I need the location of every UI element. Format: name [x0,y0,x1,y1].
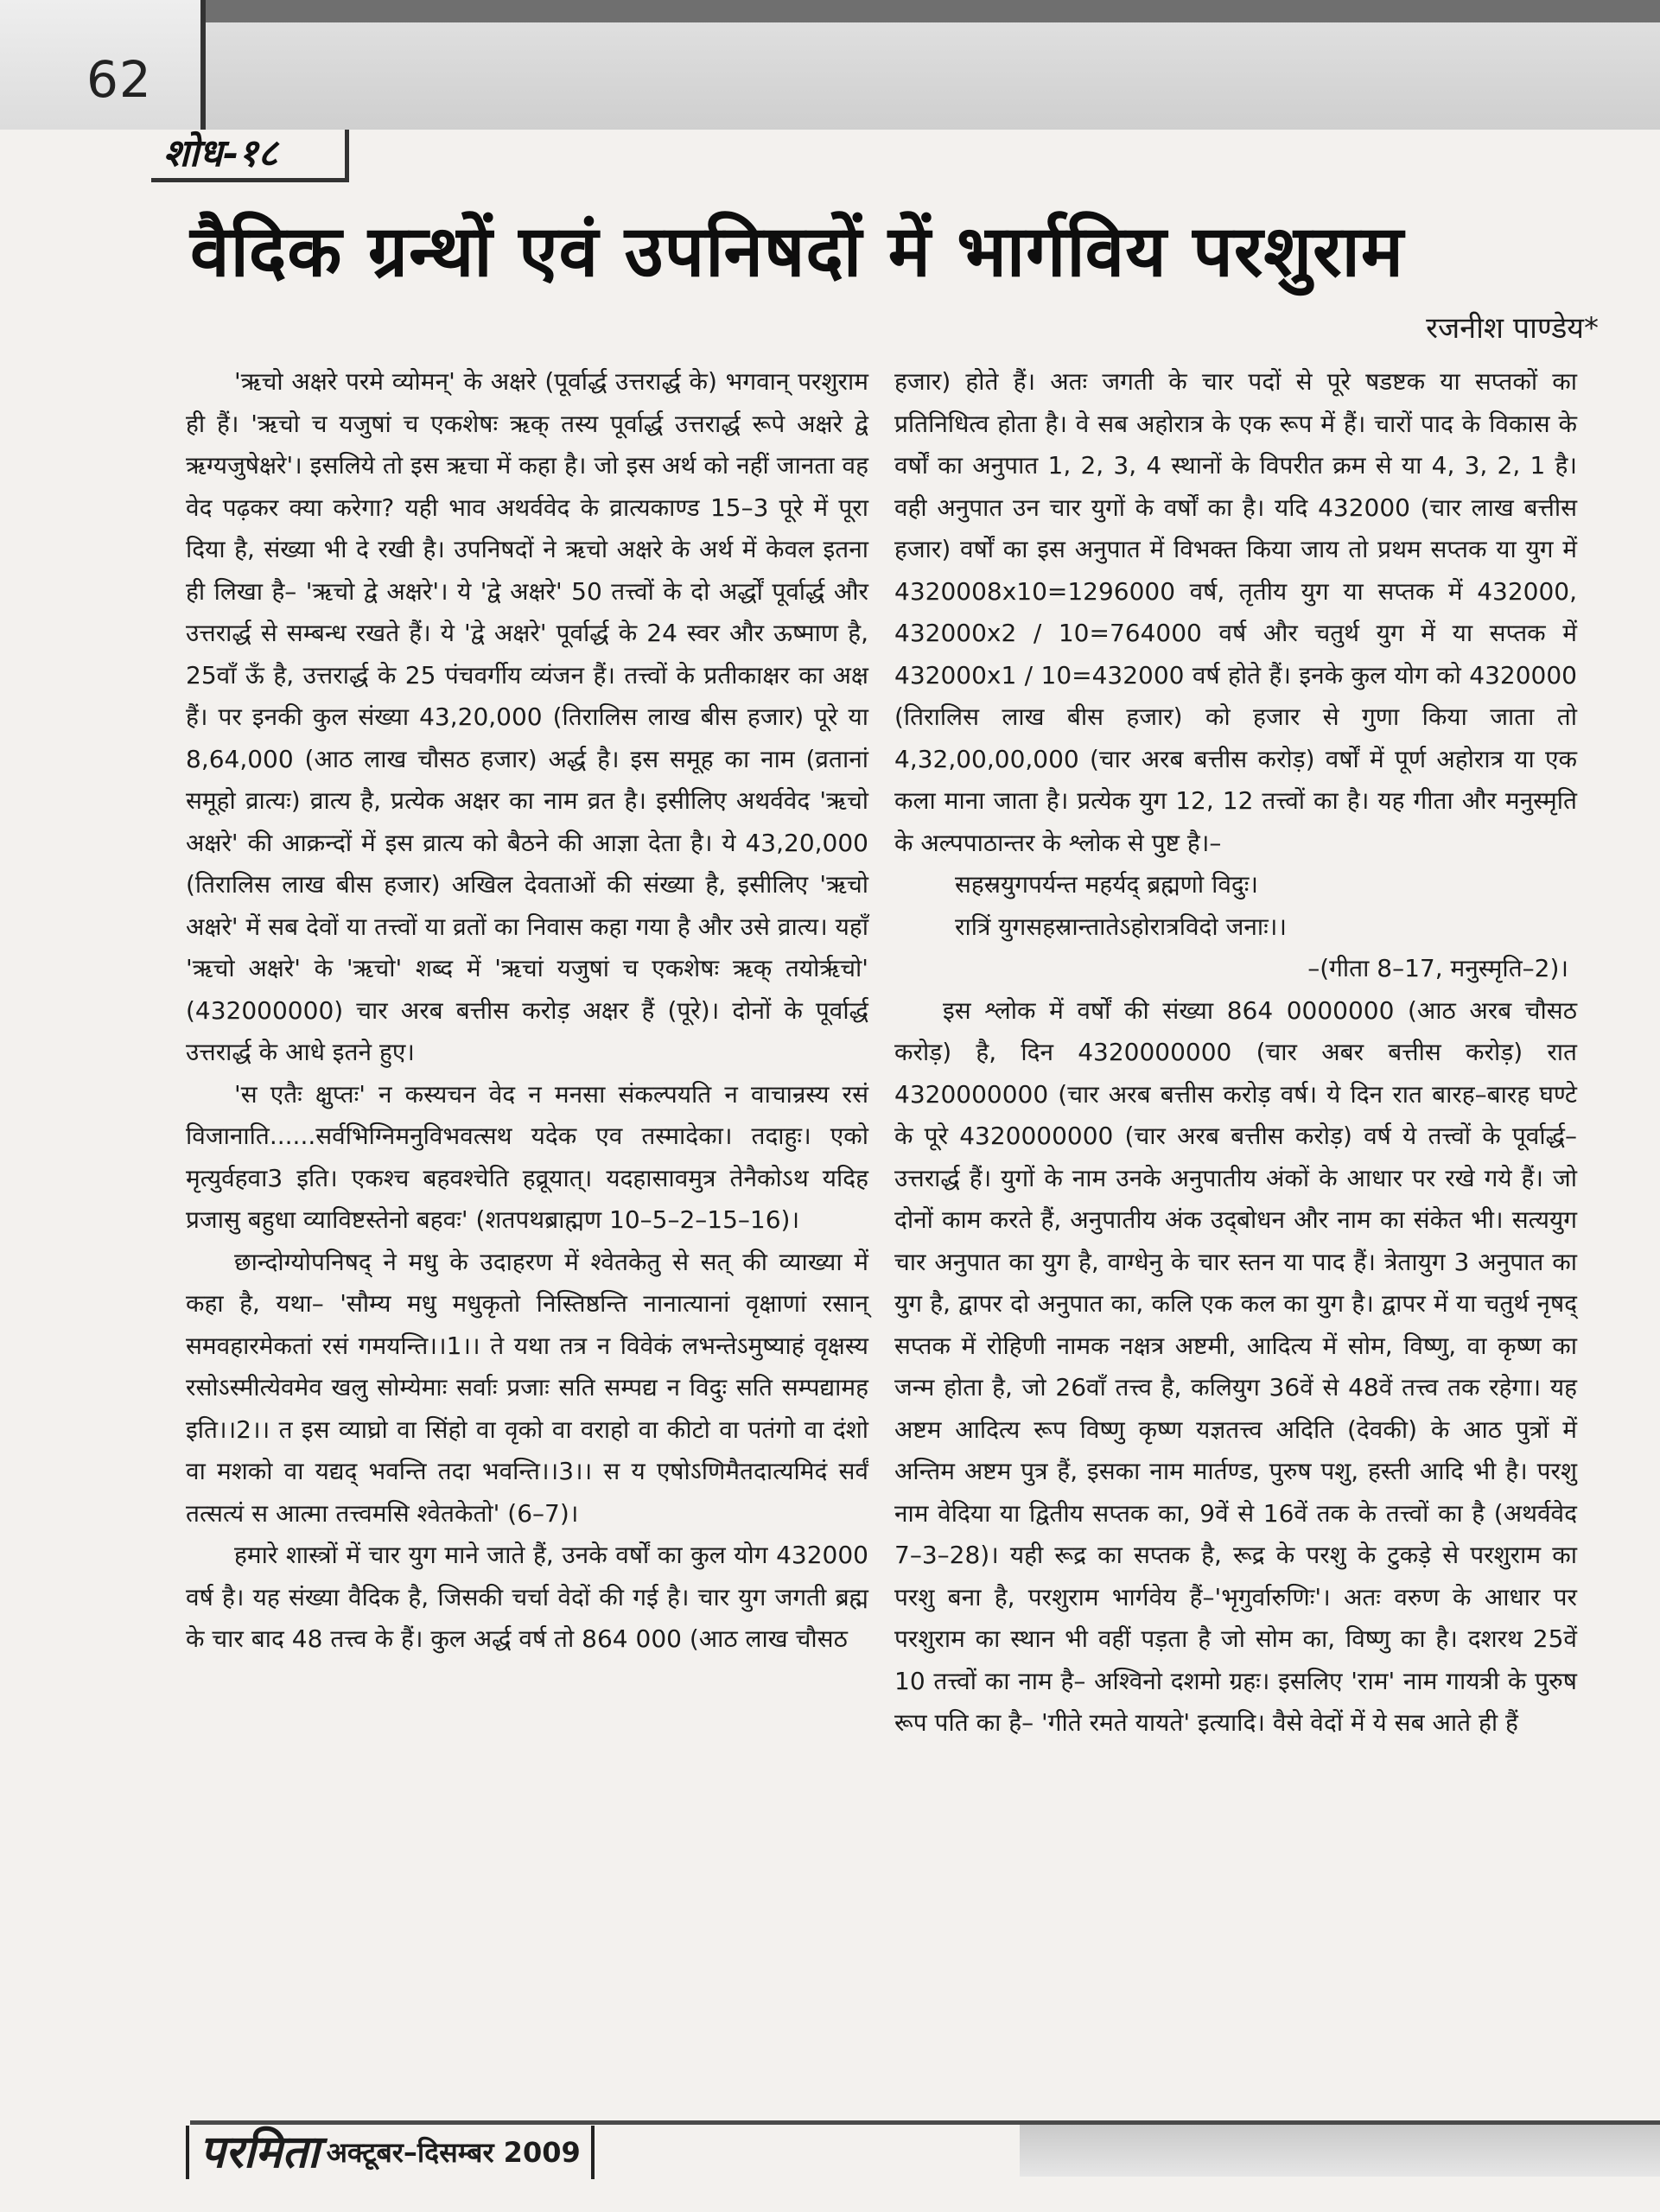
verse-line: सहस्रयुगपर्यन्त महर्यद् ब्रह्मणो विदुः। [955,870,1259,899]
paragraph: 'ऋचो अक्षरे परमे व्योमन्' के अक्षरे (पूर्वार्द्ध उत्तरार्द्ध के) भगवान् परशुराम ही हैं। 'ऋचो च यजुषां च एकशेषः ऋक् तस्य पूर्वार्द्ध उत्तरार्द्ध रूपे अक्षरे द्वे ऋग्यजुषेक्षरे'। इसलिये तो इस ऋचा में कहा है। जो इस अर्थ को नहीं जानता वह वेद पढ़कर क्या करेगा? यही भाव अथर्ववेद के व्रात्यकाण्ड 15–3 पूरे में पूरा दिया है, संख्या भी दे रखी है। उपनिषदों ने ऋचो अक्षरे के अर्थ में केवल इतना ही लिखा है– 'ऋचो द्वे अक्षरे'। ये 'द्वे अक्षरे' 50 तत्त्वों के दो अर्द्धों पूर्वार्द्ध और उत्तरार्द्ध से सम्बन्ध रखते हैं। ये 'द्वे अक्षरे' पूर्वार्द्ध के 24 स्वर और ऊष्माण है, 25वाँ ऊँ है, उत्तरार्द्ध के 25 पंचवर्गीय व्यंजन हैं। तत्त्वों के प्रतीकाक्षर का अक्ष हैं। पर इनकी कुल संख्या 43,20,000 (तिरालिस लाख बीस हजार) पूरे या 8,64,000 (आठ लाख चौसठ हजार) अर्द्ध है। इस समूह का नाम (व्रतानां समूहो व्रात्यः) व्रात्य है, प्रत्येक अक्षर का नाम व्रत है। इसीलिए अथर्ववेद 'ऋचो अक्षरे' की आक्रन्दों में इस व्रात्य को बैठने की आज्ञा देता है। ये 43,20,000 (तिरालिस लाख बीस हजार) अखिल देवताओं की संख्या है, इसीलिए 'ऋचो अक्षरे' में सब देवों या तत्त्वों या व्रतों का निवास कहा गया है और उसे व्रात्य। यहाँ 'ऋचो अक्षरे' के 'ऋचो' शब्द में 'ऋचां यजुषां च एकशेषः ऋक् तयोर्ऋचो' (432000000) चार अरब बत्तीस करोड़ अक्षर हैं (पूरे)। दोनों के पूर्वार्द्ध उत्तरार्द्ध के आधे इतने हुए। [186,367,868,1066]
magazine-name: परमिता [200,2126,320,2178]
verse-citation: –(गीता 8–17, मनुस्मृति–2)। [1307,954,1568,982]
page-number: 62 [86,50,152,109]
header-bar [0,0,1660,130]
paragraph: हजार) होते हैं। अतः जगती के चार पदों से पूरे षडष्टक या सप्तकों का प्रतिनिधित्व होता है। वे सब अहोरात्र के एक रूप में हैं। चारों पाद के विकास के वर्षों का अनुपात 1, 2, 3, 4 स्थानों के विपरीत क्रम से या 4, 3, 2, 1 है। वही अनुपात उन चार युगों के वर्षों का है। यदि 432000 (चार लाख बत्तीस हजार) वर्षों का इस अनुपात में विभक्त किया जाय तो प्रथम सप्तक या युग में 4320008x10=1296000 वर्ष, तृतीय युग या सप्तक में 432000, 432000x2 / 10=764000 वर्ष और चतुर्थ युग में या सप्तक में 432000x1 / 10=432000 वर्ष होते हैं। इनके कुल योग को 4320000 (तिरालिस लाख बीस हजार) को हजार से गुणा किया जाता तो 4,32,00,00,000 (चार अरब बत्तीस करोड़) वर्षों में पूर्ण अहोरात्र या एक कला माना जाता है। प्रत्येक युग 12, 12 तत्त्वों का है। यह गीता और मनुस्मृति के अल्पपाठान्तर के श्लोक से पुष्ट है।– [894,367,1577,857]
paragraph: छान्दोग्योपनिषद् ने मधु के उदाहरण में श्वेतकेतु से सत् की व्याख्या में कहा है, यथा– 'सौम्य मधु मधुकृतो निस्तिष्ठन्ति नानात्यानां वृक्षाणां रसान् समवहारमेकतां रसं गमयन्ति।।1।। ते यथा तत्र न विवेकं लभन्तेऽमुष्याहं वृक्षस्य रसोऽस्मीत्येवमेव खलु सोम्येमाः सर्वाः प्रजाः सति सम्पद्य न विदुः सति सम्पद्यामह इति।।2।। त इस व्याघ्रो वा सिंहो वा वृको वा वराहो वा कीटो वा पतंगो वा दंशो वा मशको वा यद्यद् भवन्ति तदा भवन्ति।।3।। स य एषोऽणिमैतदात्यमिदं सर्वं तत्सत्यं स आत्मा तत्त्वमसि श्वेतकेतो' (6–7)। [186,1247,868,1528]
verse-line: रात्रिं युगसहस्रान्तातेऽहोरात्रविदो जनाः।। [955,912,1288,941]
header-strip [199,0,1660,22]
section-tag: शोध-१८ [151,130,349,182]
magazine-issue: अक्टूबर–दिसम्बर 2009 [326,2136,581,2169]
paragraph: 'स एतैः क्षुप्तः' न कस्यचन वेद न मनसा संकल्पयति न वाचान्रस्य रसं विजानाति......सर्वभिग्निमनुविभवत्सथ यदेक एव तस्मादेका। तदाहुः। एको मृत्युर्वहवा3 इति। एकश्च बहवश्चेति हव्रूयात्। यदहासावमुत्र तेनैकोऽथ यदिह प्रजासु बहुधा व्याविष्टस्तेनो बहवः' (शतपथब्राह्मण 10–5–2–15–16)। [186,1079,868,1234]
paragraph: हमारे शास्त्रों में चार युग माने जाते हैं, उनके वर्षों का कुल योग 432000 वर्ष है। यह संख्या वैदिक है, जिसकी चर्चा वेदों की गई है। चार युग जगती ब्रह्म के चार बाद 48 तत्त्व के हैं। कुल अर्द्ध वर्ष तो 864 000 (आठ लाख चौसठ [186,1541,868,1653]
paragraph: इस श्लोक में वर्षों की संख्या 864 0000000 (आठ अरब चौसठ करोड़) है, दिन 4320000000 (चार अबर बत्तीस करोड़) रात 4320000000 (चार अरब बत्तीस करोड़ वर्ष। ये दिन रात बारह–बारह घण्टे के पूरे 4320000000 (चार अरब बत्तीस करोड़) वर्ष ये तत्त्वों के पूर्वार्द्ध–उत्तरार्द्ध हैं। युगों के नाम उनके अनुपातीय अंकों के आधार पर रखे गये हैं। जो दोनों काम करते हैं, अनुपातीय अंक उद्‌बोधन और नाम का संकेत भी। सत्ययुग चार अनुपात का युग है, वाग्धेनु के चार स्तन या पाद हैं। त्रेतायुग 3 अनुपात का युग है, द्वापर दो अनुपात का, कलि एक कल का युग है। द्वापर में या चतुर्थ नृषद् सप्तक में रोहिणी नामक नक्षत्र अष्टमी, आदित्य में सोम, विष्णु, वा कृष्ण का जन्म होता है, जो 26वाँ तत्त्व है, कलियुग 36वें से 48वें तत्त्व तक रहेगा। यह अष्टम आदित्य रूप विष्णु कृष्ण यज्ञतत्त्व अदिति (देवकी) के आठ पुत्रों में अन्तिम अष्टम पुत्र हैं, इसका नाम मार्तण्ड, पुरुष पशु, हस्ती आदि भी है। परशु नाम वेदिया या द्वितीय सप्तक का, 9वें से 16वें तक के तत्त्वों का है (अथर्ववेद 7–3–28)। यही रूद्र का सप्तक है, रूद्र के परशु के टुकड़े से परशुराम का परशु बना है, परशुराम भार्गवेय हैं–'भृगुर्वारुणिः'। अतः वरुण के आधार पर परशुराम का स्थान भी वहीं पड़ता है जो सोम का, विष्णु का है। दशरथ 25वें 10 तत्त्वों का नाम है– अश्विनो दशमो ग्रहः। इसलिए 'राम' नाम गायत्री के पुरुष रूप पति का है– 'गीते रमते यायते' इत्यादि। वैसे वेदों में ये सब आते ही हैं [894,995,1577,1737]
left-column [186,361,868,1661]
footer-shade [1020,2125,1660,2177]
right-column [894,361,1577,1745]
article-author: रजनीश पाण्डेय* [1426,311,1599,346]
page-number-box [0,0,206,130]
footer-magazine [186,2126,595,2179]
article-title: वैदिक ग्रन्थों एवं उपनिषदों में भार्गविय परशुराम [190,211,1404,293]
